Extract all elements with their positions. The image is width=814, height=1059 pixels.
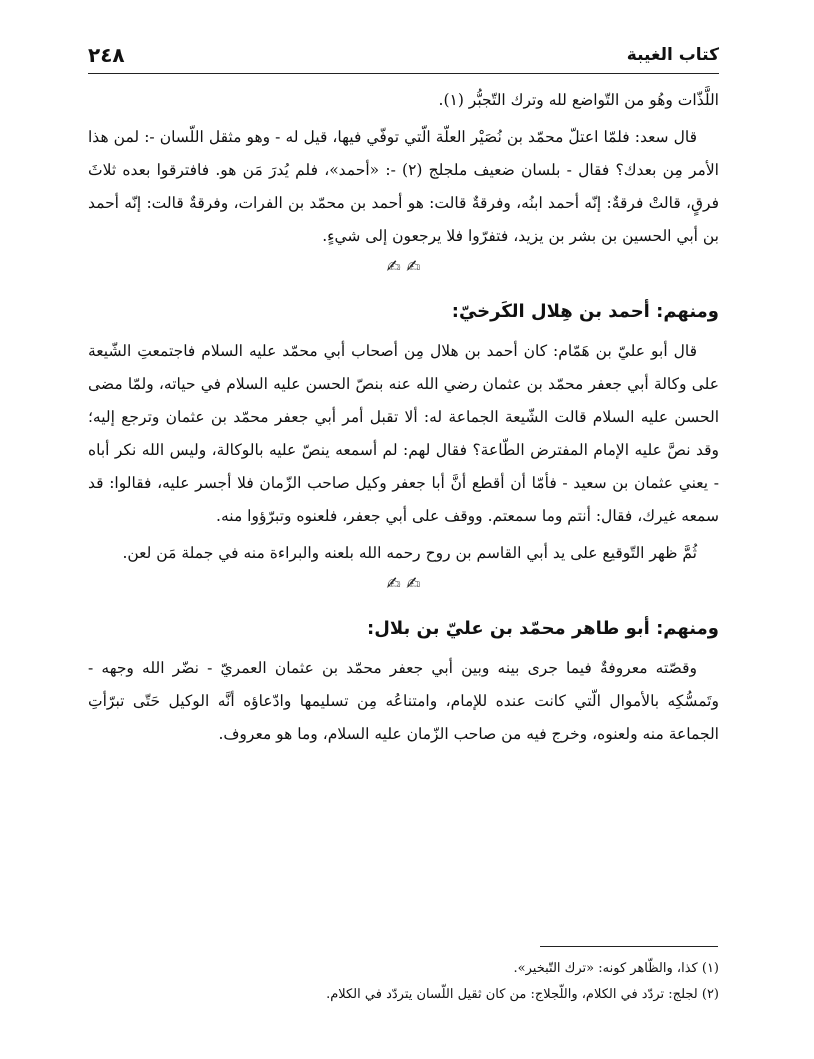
section-separator-ornament: ✍ ✍ — [386, 574, 421, 594]
paragraph-4: ثُمَّ ظهر التّوقيع على يد أبي القاسم بن روح رحمه الله بلعنه والبراءة منه في جملة مَن لعن. — [122, 544, 697, 562]
footnote-1: (١) كذا، والظّاهر كونه: «ترك التّبخير». — [513, 961, 719, 976]
paragraph-5: وقصّته معروفةٌ فيما جرى بينه وبين أبي جعفر محمّد بن عثمان العمريّ - نضّر الله وجهه - وتَمسُّكِه بالأموال الّتي كانت عنده للإمام، وامتناعُه مِن تسليمها وادّعاؤه أنَّه الوكيل حَتّى تبرّأتِ الجماعة منه ولعنوه، وخرج فيه من صاحب الزّمان عليه السلام، وما هو معروف. — [88, 659, 719, 743]
paragraph-2: قال سعد: فلمّا اعتلّ محمّد بن نُصَيْر العلّة الّتي توفّي فيها، قيل له - وهو مثقل اللّسان -: لمن هذا الأمر مِن بعدك؟ فقال - بلسان ضعيف ملجلج (٢) -: «أحمد»، فلم يُدرَ مَن هو. فافترقوا بعده ثلاثَ فرقٍ، قالتْ فرقةٌ: إنّه أحمد ابنُه، وفرقةٌ قالت: هو أحمد بن محمّد بن الفرات، وفرقةٌ قالت: إنّه أحمد بن أبي الحسين بن بشر بن يزيد، فتفرّوا فلا يرجعون إلى شيءٍ. — [88, 128, 719, 245]
footnote-rule — [540, 946, 718, 947]
section-heading-abu-tahir: ومنهم: أبو طاهر محمّد بن عليّ بن بلال: — [367, 618, 719, 639]
page-body — [88, 84, 719, 755]
footnote-2: (٢) لجلج: تردّد في الكلام، واللّجلاج: من كان ثقيل اللّسان يتردّد في الكلام. — [326, 987, 719, 1002]
paragraph-1: اللَّذّات وهُو من التّواضع لله وترك التّجبُّر (١). — [438, 91, 719, 109]
page-number: ٢٤٨ — [88, 43, 125, 67]
section-separator-ornament: ✍ ✍ — [386, 257, 421, 277]
paragraph-3: قال أبو عليّ بن هَمّام: كان أحمد بن هلال مِن أصحاب أبي محمّد عليه السلام فاجتمعتِ الشّيعة على وكالة أبي جعفر محمّد بن عثمان رضي الله عنه بنصّ الحسن عليه السلام في حياته، ولمّا مضى الحسن عليه السلام قالت الشّيعة الجماعة له: ألا تقبل أمر أبي جعفر محمّد بن عثمان وترجع إليه؛ وقد نصَّ عليه الإمام المفترض الطّاعة؟ فقال لهم: لم أسمعه ينصّ عليه بالوكالة، وليس الله نكر أباه - يعني عثمان بن سعيد - فأمّا أن أقطع أنَّ أبا جعفر وكيل صاحب الزّمان فلا أجسر عليه، فقالوا: قد سمعه غيرك، فقال: أنتم وما سمعتم. ووقف على أبي جعفر، فلعنوه وتبرّؤوا منه. — [88, 342, 719, 525]
running-title: كتاب الغيبة — [626, 45, 719, 65]
page-header — [88, 40, 719, 70]
footnotes — [88, 956, 719, 1008]
section-heading-ahmad-ibn-hilal: ومنهم: أحمد بن هِلال الكَرخيّ: — [451, 301, 719, 322]
header-rule — [88, 73, 719, 74]
